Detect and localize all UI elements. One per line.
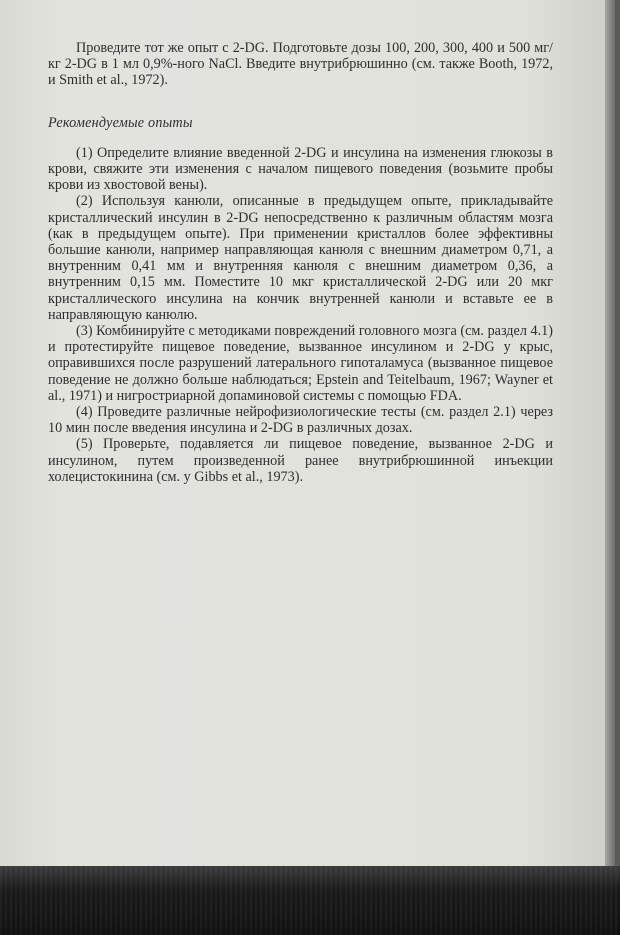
list-item: (2) Используя канюли, описанные в предыдущем опыте, прикладывайте кристаллический инсулин в 2-DG непосредственно к различным областям мозга (как в предыдущем опыте). При применении кристаллов более эффективны большие канюли, например направляющая канюля с внешним диаметром 0,71, а внутренним 0,41 мм и внутренняя канюля с внешним диаметром 0,36, а внутренним 0,15 мм. Поместите 10 мкг кристаллической 2-DG или 20 мкг кристаллического инсулина на кончик внутренней канюли и вставьте ее в направляющую канюлю. bbox=[48, 193, 553, 323]
intro-paragraph: Проведите тот же опыт с 2-DG. Подготовьте дозы 100, 200, 300, 400 и 500 мг/кг 2-DG в 1 мл 0,9%-ного NaCl. Введите внутрибрюшинно (см. также Booth, 1972, и Smith et al., 1972). bbox=[48, 40, 553, 89]
list-item: (4) Проведите различные нейрофизиологические тесты (см. раздел 2.1) через 10 мин после введения инсулина и 2-DG в различных дозах. bbox=[48, 404, 553, 437]
page-spine-shadow bbox=[605, 0, 615, 868]
list-item: (3) Комбинируйте с методиками повреждений головного мозга (см. раздел 4.1) и протестируйте пищевое поведение, вызванное инсулином и 2-DG у крыс, оправившихся после разрушений латерального гипоталамуса (вызванное пищевое поведение не должно больше наблюдаться; Epstein and Teitelbaum, 1967; Wayner et al., 1971) и нигростриарной допаминовой системы с помощью FDA. bbox=[48, 323, 553, 404]
list-item: (1) Определите влияние введенной 2-DG и инсулина на изменения глюкозы в крови, свяжите эти изменения с началом пищевого поведения (возьмите пробы крови из хвостовой вены). bbox=[48, 144, 553, 194]
list-item: (5) Проверьте, подавляется ли пищевое поведение, вызванное 2-DG и инсулином, путем произведенной ранее внутрибрюшинной инъекции холецистокинина (см. у Gibbs et al., 1973). bbox=[48, 436, 553, 485]
scan-edge-texture bbox=[0, 866, 620, 935]
section-heading: Рекомендуемые опыты bbox=[48, 114, 193, 131]
page-text bbox=[48, 40, 553, 485]
